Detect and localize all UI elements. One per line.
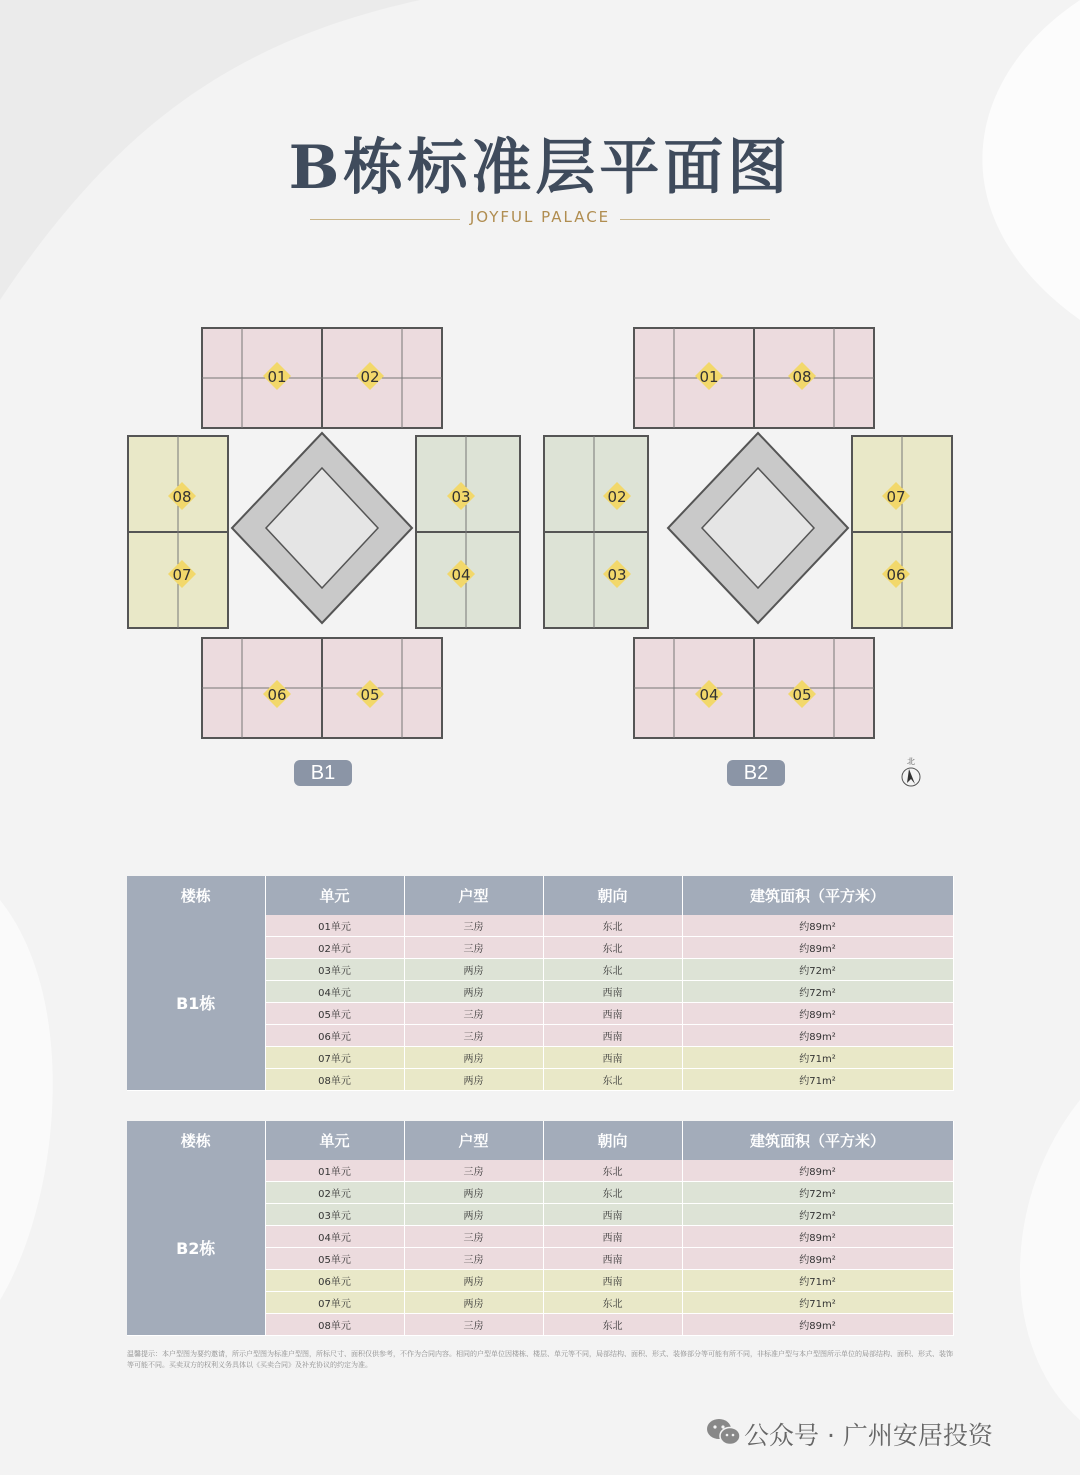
svg-text:04: 04	[699, 686, 719, 704]
type-cell: 两房	[404, 959, 543, 981]
svg-text:03: 03	[451, 488, 471, 506]
svg-text:08: 08	[172, 488, 192, 506]
orientation-cell: 东北	[543, 1069, 682, 1091]
unit-cell: 08单元	[265, 1069, 404, 1091]
unit-cell: 03单元	[265, 959, 404, 981]
area-cell: 约89m²	[682, 1003, 953, 1025]
page-title: B栋标准层平面图	[288, 133, 792, 203]
col-header-orientation: 朝向	[543, 1121, 682, 1160]
north-compass-icon	[900, 756, 922, 788]
col-header-type: 户型	[404, 1121, 543, 1160]
orientation-cell: 西南	[543, 1204, 682, 1226]
subtitle-row	[310, 208, 770, 232]
unit-cell: 05单元	[265, 1003, 404, 1025]
svg-text:07: 07	[172, 566, 192, 584]
area-cell: 约71m²	[682, 1047, 953, 1069]
b2-unit-03-area	[544, 532, 648, 628]
area-cell: 约72m²	[682, 981, 953, 1003]
svg-text:07: 07	[886, 488, 906, 506]
header	[0, 120, 1080, 206]
area-cell: 约89m²	[682, 1226, 953, 1248]
plan-b1	[128, 328, 520, 738]
page-subtitle: JOYFUL PALACE	[469, 208, 611, 226]
orientation-cell: 西南	[543, 1047, 682, 1069]
area-cell: 约89m²	[682, 937, 953, 959]
unit-cell: 01单元	[265, 915, 404, 937]
divider-right	[620, 219, 770, 220]
type-cell: 两房	[404, 1182, 543, 1204]
col-header-building: 楼栋	[127, 1121, 265, 1160]
orientation-cell: 东北	[543, 1292, 682, 1314]
orientation-cell: 东北	[543, 937, 682, 959]
unit-cell: 05单元	[265, 1248, 404, 1270]
area-cell: 约89m²	[682, 1314, 953, 1336]
disclaimer-note: 温馨提示：本户型图为要约邀请，所示户型图为标准户型图，所标尺寸、面积仅供参考，不作为合同内容。相同的户型单位因楼栋、楼层、单元等不同，局部结构、面积、形式、装修部分等可能有所不同，非标准户型与本户型图所示单位的局部结构、面积、形式、装饰等可能不同。买卖双方的权利义务具体以《买卖合同》及补充协议的约定为准。	[127, 1350, 953, 1369]
table-header-row	[127, 1121, 953, 1160]
table-row	[127, 1160, 953, 1182]
compass-label: 北	[907, 757, 915, 766]
svg-text:04: 04	[451, 566, 471, 584]
unit-table-b1	[127, 876, 954, 1091]
area-cell: 约72m²	[682, 959, 953, 981]
orientation-cell: 西南	[543, 1003, 682, 1025]
building-label-b1: B1	[294, 760, 352, 786]
unit-cell: 02单元	[265, 937, 404, 959]
unit-table-b2	[127, 1121, 954, 1336]
b1-unit-03-area	[416, 436, 520, 532]
unit-cell: 02单元	[265, 1182, 404, 1204]
orientation-cell: 东北	[543, 1314, 682, 1336]
table-row	[127, 915, 953, 937]
type-cell: 两房	[404, 1204, 543, 1226]
type-cell: 两房	[404, 1047, 543, 1069]
orientation-cell: 西南	[543, 1248, 682, 1270]
unit-cell: 07单元	[265, 1292, 404, 1314]
type-cell: 三房	[404, 1160, 543, 1182]
area-cell: 约71m²	[682, 1270, 953, 1292]
svg-text:03: 03	[607, 566, 627, 584]
unit-cell: 01单元	[265, 1160, 404, 1182]
unit-cell: 04单元	[265, 981, 404, 1003]
area-cell: 约89m²	[682, 915, 953, 937]
svg-text:02: 02	[607, 488, 627, 506]
unit-cell: 07单元	[265, 1047, 404, 1069]
svg-text:08: 08	[792, 368, 812, 386]
unit-cell: 03单元	[265, 1204, 404, 1226]
svg-text:05: 05	[792, 686, 812, 704]
col-header-building: 楼栋	[127, 876, 265, 915]
unit-cell: 06单元	[265, 1270, 404, 1292]
plan-b2	[544, 328, 952, 738]
col-header-area: 建筑面积（平方米）	[682, 876, 953, 915]
col-header-area: 建筑面积（平方米）	[682, 1121, 953, 1160]
unit-cell: 04单元	[265, 1226, 404, 1248]
type-cell: 两房	[404, 981, 543, 1003]
area-cell: 约72m²	[682, 1204, 953, 1226]
type-cell: 三房	[404, 1226, 543, 1248]
table-header-row	[127, 876, 953, 915]
type-cell: 三房	[404, 1003, 543, 1025]
b2-unit-02-area	[544, 436, 648, 532]
col-header-unit: 单元	[265, 876, 404, 915]
type-cell: 三房	[404, 1248, 543, 1270]
type-cell: 三房	[404, 915, 543, 937]
unit-cell: 08单元	[265, 1314, 404, 1336]
svg-text:01: 01	[267, 368, 287, 386]
type-cell: 三房	[404, 1314, 543, 1336]
orientation-cell: 东北	[543, 1182, 682, 1204]
orientation-cell: 西南	[543, 1226, 682, 1248]
type-cell: 三房	[404, 1025, 543, 1047]
area-cell: 约89m²	[682, 1160, 953, 1182]
unit-cell: 06单元	[265, 1025, 404, 1047]
building-cell: B2栋	[127, 1160, 265, 1336]
building-cell: B1栋	[127, 915, 265, 1091]
type-cell: 三房	[404, 937, 543, 959]
svg-text:05: 05	[360, 686, 380, 704]
orientation-cell: 西南	[543, 1025, 682, 1047]
type-cell: 两房	[404, 1069, 543, 1091]
svg-text:06: 06	[267, 686, 287, 704]
area-cell: 约89m²	[682, 1025, 953, 1047]
orientation-cell: 东北	[543, 1160, 682, 1182]
area-cell: 约89m²	[682, 1248, 953, 1270]
orientation-cell: 东北	[543, 915, 682, 937]
col-header-orientation: 朝向	[543, 876, 682, 915]
area-cell: 约72m²	[682, 1182, 953, 1204]
col-header-type: 户型	[404, 876, 543, 915]
floor-plans	[120, 318, 960, 798]
svg-text:06: 06	[886, 566, 906, 584]
col-header-unit: 单元	[265, 1121, 404, 1160]
orientation-cell: 西南	[543, 1270, 682, 1292]
footer-account-name: 公众号 · 广州安居投资	[744, 1421, 993, 1450]
wechat-icon	[706, 1417, 742, 1447]
svg-text:01: 01	[699, 368, 719, 386]
type-cell: 两房	[404, 1292, 543, 1314]
area-cell: 约71m²	[682, 1069, 953, 1091]
building-label-b2: B2	[727, 760, 785, 786]
type-cell: 两房	[404, 1270, 543, 1292]
area-cell: 约71m²	[682, 1292, 953, 1314]
orientation-cell: 东北	[543, 959, 682, 981]
orientation-cell: 西南	[543, 981, 682, 1003]
svg-text:02: 02	[360, 368, 380, 386]
